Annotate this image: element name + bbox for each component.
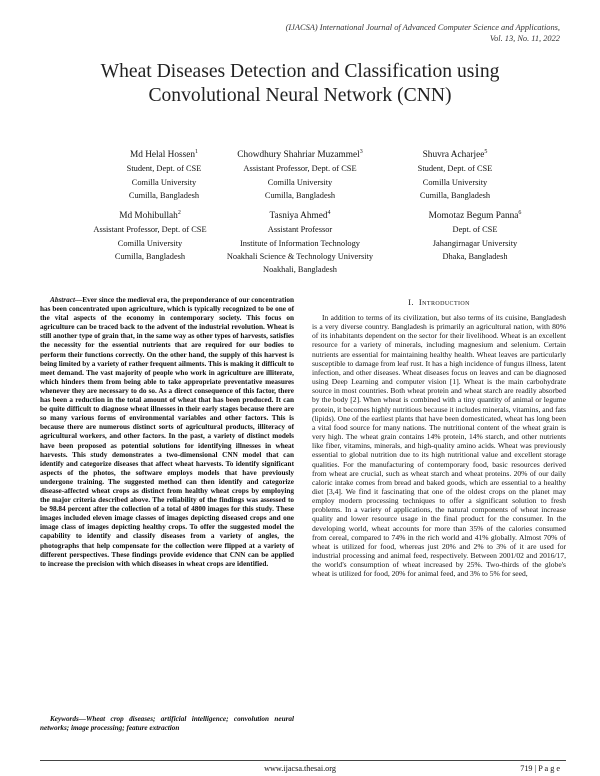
keywords-label: Keywords xyxy=(50,715,79,723)
journal-name: (IJACSA) International Journal of Advanced Computer Science and Applications, xyxy=(285,23,560,32)
author-name: Shuvra Acharjee xyxy=(422,150,485,161)
author-affiliation: Assistant Professor, Dept. of CSE xyxy=(243,164,357,174)
title-line-1: Wheat Diseases Detection and Classification using xyxy=(100,61,500,82)
author-affiliation: Comilla University xyxy=(131,177,197,187)
author-affiliation: Comilla University xyxy=(117,238,183,248)
author-affiliation: Dept. of CSE xyxy=(452,225,498,235)
author-index: 3 xyxy=(359,149,363,155)
journal-header xyxy=(286,22,560,44)
author-block-5 xyxy=(365,146,545,202)
author-affiliation: Student, Dept. of CSE xyxy=(126,164,202,174)
author-affiliation: Noakhali Science & Technology University xyxy=(226,251,374,261)
author-name: Md Mohibullah xyxy=(119,211,178,222)
footer-divider xyxy=(40,760,566,761)
author-affiliation: Jahangirnagar University xyxy=(432,238,518,248)
author-index: 4 xyxy=(327,210,331,216)
keywords xyxy=(40,715,294,733)
author-index: 2 xyxy=(177,210,181,216)
abstract xyxy=(40,296,294,569)
author-index: 5 xyxy=(484,149,488,155)
author-affiliation: Comilla University xyxy=(267,177,333,187)
author-affiliation: Assistant Professor, Dept. of CSE xyxy=(93,225,207,235)
author-block-6 xyxy=(385,207,565,263)
author-affiliation: Cumilla, Bangladesh xyxy=(114,251,186,261)
author-affiliation: Cumilla, Bangladesh xyxy=(264,190,336,200)
author-affiliation: Student, Dept. of CSE xyxy=(417,164,493,174)
author-affiliation: Assistant Professor xyxy=(267,225,333,235)
paper-title xyxy=(0,60,600,108)
section-heading xyxy=(312,297,566,307)
author-affiliation: Comilla University xyxy=(422,177,488,187)
title-line-2: Convolutional Neural Network (CNN) xyxy=(148,85,452,106)
author-name: Momotaz Begum Panna xyxy=(428,211,519,222)
author-block-3 xyxy=(210,146,390,202)
author-index: 6 xyxy=(518,210,522,216)
author-name: Md Helal Hossen xyxy=(129,150,196,161)
author-affiliation: Cumilla, Bangladesh xyxy=(128,190,200,200)
keywords-text: —Wheat crop diseases; artificial intelligence; convolution neural networks; image processing; feature extraction xyxy=(40,715,294,733)
author-block-4 xyxy=(200,207,400,276)
footer-url: www.ijacsa.thesai.org xyxy=(264,764,336,773)
section-number: I. xyxy=(408,297,414,307)
author-name: Tasniya Ahmed xyxy=(269,211,328,222)
author-affiliation: Dhaka, Bangladesh xyxy=(442,251,508,261)
author-affiliation: Noakhali, Bangladesh xyxy=(263,264,337,274)
page-number: 719 | P a g e xyxy=(520,764,560,773)
introduction-text: In addition to terms of its civilization, but also terms of its cuisine, Bangladesh is a very diverse country. Bangladesh is primarily an agricultural nation, with 80% of its inhabitants dependent on the sector for their livelihood. Wheat is an excellent resource for a variety of minerals, including magnesium and selenium. Certain nutrients are essential for maintaining healthy health. Wheat leaves are particularly susceptible to damage from leaf rust. It has a high incidence of fungus illness, latent infection, and other diseases. Wheat diseases focus on leaves and can be diagnosed using Deep Learning and computer vision [1]. Wheat is the main carbohydrate source in most countries. Both wheat protein and wheat starch are readily absorbed by the body [2]. When wheat is combined with a tiny quantity of animal or legume protein, it becomes highly nutritious because it includes minerals, vitamins, and fats (lipids). One of the earliest plants that have been domesticated, wheat has long been a vital food source for many nations. The nutritional content of the wheat grain is very high. The wheat grain contains 14% protein, 14% starch, and other nutrients like fiber, vitamins, minerals, and high-quality amino acids. Wheat was previously essential to global nutrition due to its high nutritional value and excellent storage qualities. For the manufacturing of contemporary food, basic resources derived from wheat are crucial, such as wheat starch and wheat proteins. 20% of our daily caloric intake comes from bread and baked goods, which are essential to a healthy diet [3,4]. We find it fascinating that one of the oldest crops on the planet may employ modern processing techniques to offer a significant solution to fresh problems. In a variety of applications, the natural components of wheat increase quality and lower resource usage in the final product for the consumer. In the developing world, wheat accounts for more than 35% of the calories consumed from cereal, compared to 74% in the rich world and 41% globally. Almost 70% of wheat is utilized for food, whereas just 20% and 2% to 3% of it are used for industrial processing and animal feed, respectively. Between 2001/02 and 2016/17, the world's consumption of wheat increased by 25%. Two-thirds of the globe's wheat is utilized for food, 20% for animal feed, and 3% to 5% for seed, xyxy=(312,313,566,579)
author-name: Chowdhury Shahriar Muzammel xyxy=(237,150,360,161)
section-title: Introduction xyxy=(418,297,470,307)
author-affiliation: Cumilla, Bangladesh xyxy=(419,190,491,200)
author-index: 1 xyxy=(195,149,199,155)
journal-volume: Vol. 13, No. 11, 2022 xyxy=(489,34,560,43)
abstract-label: Abstract xyxy=(50,296,75,304)
abstract-text: —Ever since the medieval era, the preponderance of our concentration has been concentrated upon agriculture, which is typically recognized to be one of the vital aspects of the economy in contemporary society. This focus on agriculture can be traced back to the advent of the industrial revolution. Wheat is still another type of grain that, in the same way as other types of harvests, satisfies the necessity for the essential nutrients that are required for our bodies to perform their functions correctly. On the other hand, the supply of this harvest is being limited by a variety of rather frequent ailments. This is making it difficult to meet demand. The vast majority of people who work in agriculture are illiterate, which hinders them from being able to take appropriate preventative measures whenever they are necessary to do so. As a direct consequence of this factor, there has been a reduction in the total amount of wheat that has been produced. It can be quite difficult to diagnose wheat illnesses in their early stages because there are so many various forms of environmental variables and other factors. This is because there are numerous distinct sorts of agricultural products, illiteracy of agricultural workers, and other factors. In the past, a variety of distinct models have been proposed as potential solutions for identifying illnesses in wheat harvests. This study demonstrates a two-dimensional CNN model that can identify and categorize diseases that affect wheat harvests. To identify significant aspects of the photos, the software employs models that have previously undergone training. The suggested method can then identify and categorize disease-affected wheat crops as distinct from healthy wheat crops by employing the major criteria described above. The reliability of the findings was assessed to be 98.84 percent after the collection of a total of 4800 images for this study. These images included eleven image classes of images depicting diseased crops and one image class of images depicting healthy crops. To offer the suggested model the capability to identify and classify diseases from a variety of angles, the photographs that help compensate for the collection were flipped at a variety of different perspectives. These findings provide evidence that CNN can be applied to increase the precision with which diseases in wheat crops are identified. xyxy=(40,296,294,568)
author-affiliation: Institute of Information Technology xyxy=(240,238,360,248)
